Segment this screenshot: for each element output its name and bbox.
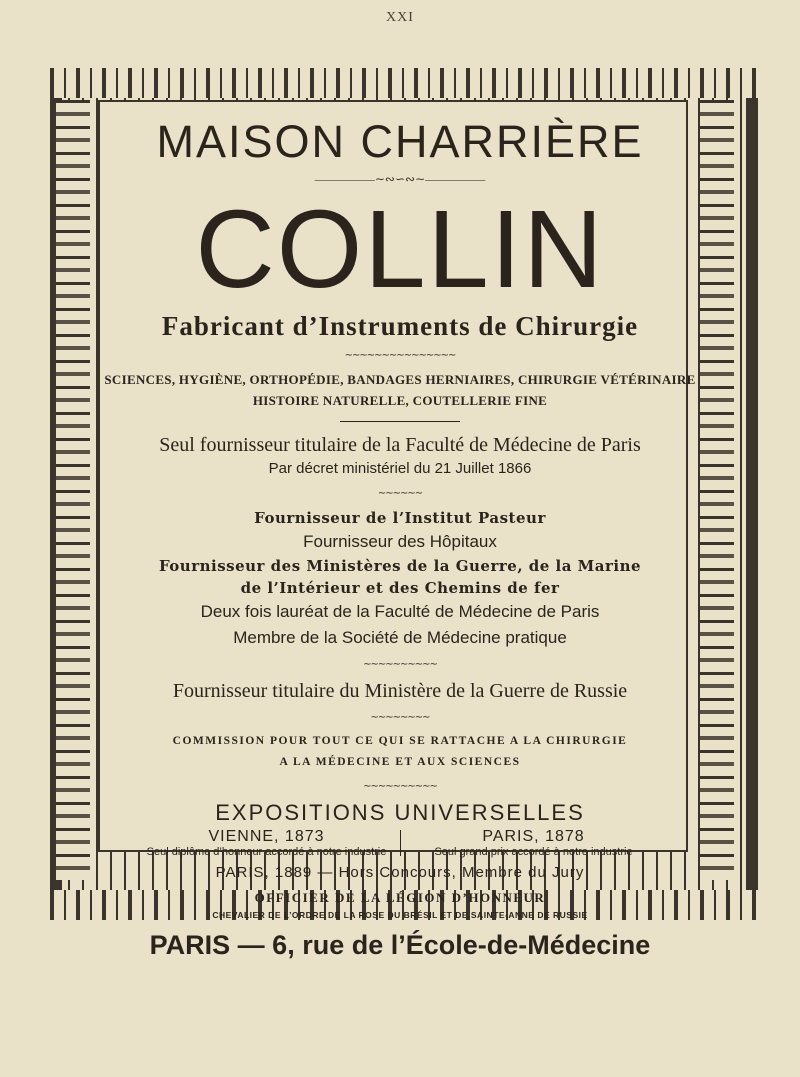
specialties-line-1: SCIENCES, HYGIÈNE, ORTHOPÉDIE, BANDAGES HERNIAIRES, CHIRURGIE VÉTÉRINAIRE	[104, 372, 696, 387]
specialties-line-2: HISTOIRE NATURELLE, COUTELLERIE FINE	[252, 393, 548, 408]
laureate-line: Deux fois lauréat de la Faculté de Médecine de Paris	[200, 602, 600, 621]
exposition-paris-1889: PARIS, 1889 — Hors Concours, Membre du Jury	[215, 864, 585, 881]
ornament-band-top	[50, 68, 758, 98]
expositions-columns	[100, 828, 700, 858]
faculty-supplier: Seul fournisseur titulaire de la Faculté de Médecine de Paris	[159, 434, 641, 456]
officier-legion-honneur: OFFICIER DE LA LÉGION D’HONNEUR	[254, 890, 546, 905]
ornament-band-left	[56, 100, 90, 880]
wave-divider: ∼∼∼∼∼∼	[377, 488, 423, 499]
exposition-vienne	[142, 828, 392, 858]
hospitals-supplier: Fournisseur des Hôpitaux	[303, 532, 497, 551]
wave-divider: ∼∼∼∼∼∼∼∼∼∼∼∼∼∼∼	[344, 350, 456, 361]
address: PARIS — 6, rue de l’École-de-Médecine	[149, 930, 651, 960]
flourish-divider: ―――――∼∾∽∾∼―――――	[314, 172, 486, 186]
rule-divider	[340, 421, 460, 422]
wave-divider: ∼∼∼∼∼∼∼∼∼∼	[363, 781, 437, 792]
column-separator	[400, 830, 401, 856]
russia-supplier: Fournisseur titulaire du Ministère de la Guerre de Russie	[172, 680, 628, 702]
commission-line-1: COMMISSION POUR TOUT CE QUI SE RATTACHE A LA CHIRURGIE	[172, 735, 628, 747]
wave-divider: ∼∼∼∼∼∼∼∼∼∼	[363, 659, 437, 670]
ministries-line-1: Fournisseur des Ministères de la Guerre, de la Marine	[158, 557, 642, 575]
expositions-title: EXPOSITIONS UNIVERSELLES	[215, 800, 585, 825]
advertisement-content	[100, 102, 700, 961]
wave-divider: ∼∼∼∼∼∼∼∼	[370, 712, 430, 723]
society-line: Membre de la Société de Médecine pratique	[233, 628, 567, 647]
ministries-line-2: de l’Intérieur et des Chemins de fer	[240, 579, 560, 597]
company-name: COLLIN	[195, 188, 605, 311]
pasteur-supplier: Fournisseur de l’Institut Pasteur	[254, 509, 546, 527]
house-name: MAISON CHARRIÈRE	[156, 116, 644, 167]
exposition-note: Seul diplôme d’honneur accordé à notre industrie	[146, 846, 387, 858]
exposition-city: VIENNE, 1873	[208, 828, 325, 845]
page-number: XXI	[386, 10, 414, 25]
commission-line-2: A LA MÉDECINE ET AUX SCIENCES	[279, 756, 521, 768]
chevalier-orders: CHEVALIER DE L’ORDRE DE LA ROSE DU BRÉSIL ET DE SAINTE-ANNE DE RUSSIE	[212, 910, 588, 920]
exposition-city: PARIS, 1878	[482, 828, 585, 845]
decree-line: Par décret ministériel du 21 Juillet 1866	[268, 460, 532, 477]
exposition-note: Seul grand prix accordé à notre industrie	[434, 846, 633, 858]
ornament-band-right	[700, 100, 734, 880]
trade-description: Fabricant d’Instruments de Chirurgie	[161, 311, 639, 341]
exposition-paris-1878	[409, 828, 659, 858]
